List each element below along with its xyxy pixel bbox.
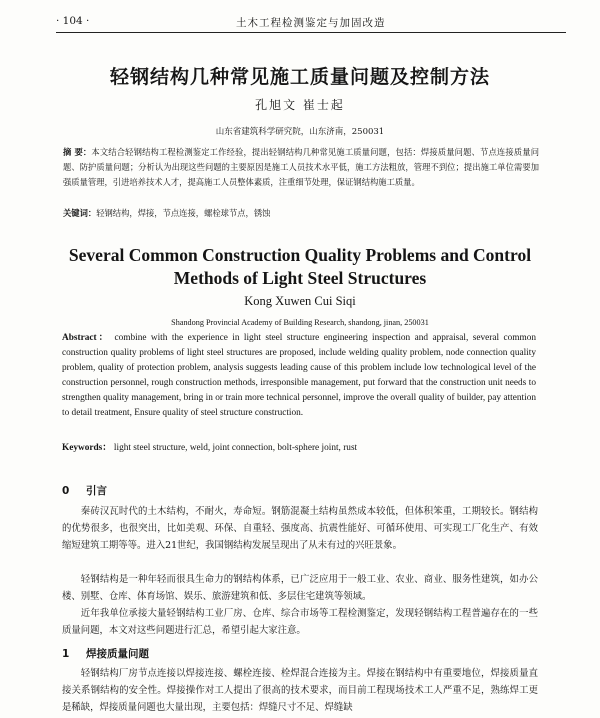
keywords-english (62, 441, 536, 455)
section-number: 1 (62, 648, 70, 660)
paragraph: 轻钢结构厂房节点连接以焊接连接、螺栓连接、栓焊混合连接为主。焊接在钢结构中有重要地位，焊接质量直接关系钢结构的安全性。焊接操作对工人提出了很高的技术要求，而目前工程现场技术工人严重不足，熟练焊工更是稀缺，焊接质量问题也大量出现，主要包括：焊缝尺寸不足、焊缝缺 (62, 668, 538, 713)
authors-english: Kong Xuwen Cui Siqi (244, 294, 356, 308)
abstract-text-cn: 本文结合轻钢结构工程检测鉴定工作经验，提出轻钢结构几种常见施工质量问题，包括：焊接质量问题、节点连接质量问题、防护质量问题；分析认为出现这些问题的主要原因是施工人员技术水平低，施工方法粗放，管理不到位；提出施工单位需要加强质量管理，引进培养技术人才，提高施工人员整体素质，注重细节处理，保证钢结构施工质量。 (63, 147, 539, 188)
page-number: · 104 · (56, 15, 90, 27)
keywords-text-cn: 轻钢结构，焊接，节点连接，螺栓球节点，锈蚀 (96, 208, 271, 218)
section-number: 0 (62, 485, 70, 497)
running-header (56, 14, 566, 33)
title-english-line2: Methods of Light Steel Structures (173, 268, 427, 288)
keywords-label-en: Keywords： (62, 443, 112, 453)
title-chinese: 轻钢结构几种常见施工质量问题及控制方法 (109, 66, 490, 88)
abstract-label-cn: 摘 要： (63, 147, 92, 157)
paragraph: 轻钢结构是一种年轻而很具生命力的钢结构体系，已广泛应用于一般工业、农业、商业、服务性建筑，如办公楼、别墅、仓库、体育场馆、娱乐、旅游建筑和低、多层住宅建筑等领域。 (62, 574, 538, 602)
abstract-chinese (63, 145, 539, 191)
keywords-label-cn: 关键词： (63, 208, 97, 218)
authors-chinese: 孔旭文 崔士起 (255, 98, 345, 112)
journal-name: 土木工程检测鉴定与加固改造 (236, 17, 386, 29)
affiliation-chinese: 山东省建筑科学研究院，山东济南，250031 (215, 127, 385, 137)
title-english (0, 244, 600, 290)
keywords-chinese (63, 206, 539, 220)
abstract-english (62, 331, 536, 421)
affiliation-english: Shandong Provincial Academy of Building Research, shandong, jinan, 250031 (171, 318, 429, 327)
section-title: 焊接质量问题 (86, 648, 149, 660)
abstract-label-en: Abstract： (62, 333, 111, 343)
abstract-text-en: combine with the experience in light steel structure engineering inspection and appraisal, several common construction quality problems of light steel structures are proposed, include welding quality problem, node connection quality problem, quality of protection problem, analysis suggests leading cause of this problem include low technological level of the construction personnel, rough construction methods, irresponsible management, put forward that the construction unit needs to strengthen quality management, bring in or train more technical personnel, improve the overall quality of builder, pay attention to detail treatment, Ensure quality of steel structure construction. (62, 333, 536, 418)
keywords-text-en: light steel structure, weld, joint connection, bolt-sphere joint, rust (113, 443, 358, 453)
section-heading-welding (62, 646, 149, 661)
title-english-line1: Several Common Construction Quality Problems and Control (68, 245, 532, 265)
paragraph: 近年我单位承接大量轻钢结构工业厂房、仓库、综合市场等工程检测鉴定，发现轻钢结构工程普遍存在的一些质量问题，本文对这些问题进行汇总，希望引起大家注意。 (62, 608, 538, 636)
paragraph: 秦砖汉瓦时代的土木结构，不耐火，寿命短。钢筋混凝土结构虽然成本较低，但体积笨重，工期较长。钢结构的优势很多，也很突出，比如美观、环保、自重轻、强度高、抗震性能好、可循环使用、可实现工厂化生产、有效缩短建筑工期等等。进入21世纪，我国钢结构发展呈现出了从未有过的兴旺景象。 (62, 506, 538, 551)
section-title: 引言 (86, 485, 107, 497)
section-heading-introduction (62, 483, 107, 498)
